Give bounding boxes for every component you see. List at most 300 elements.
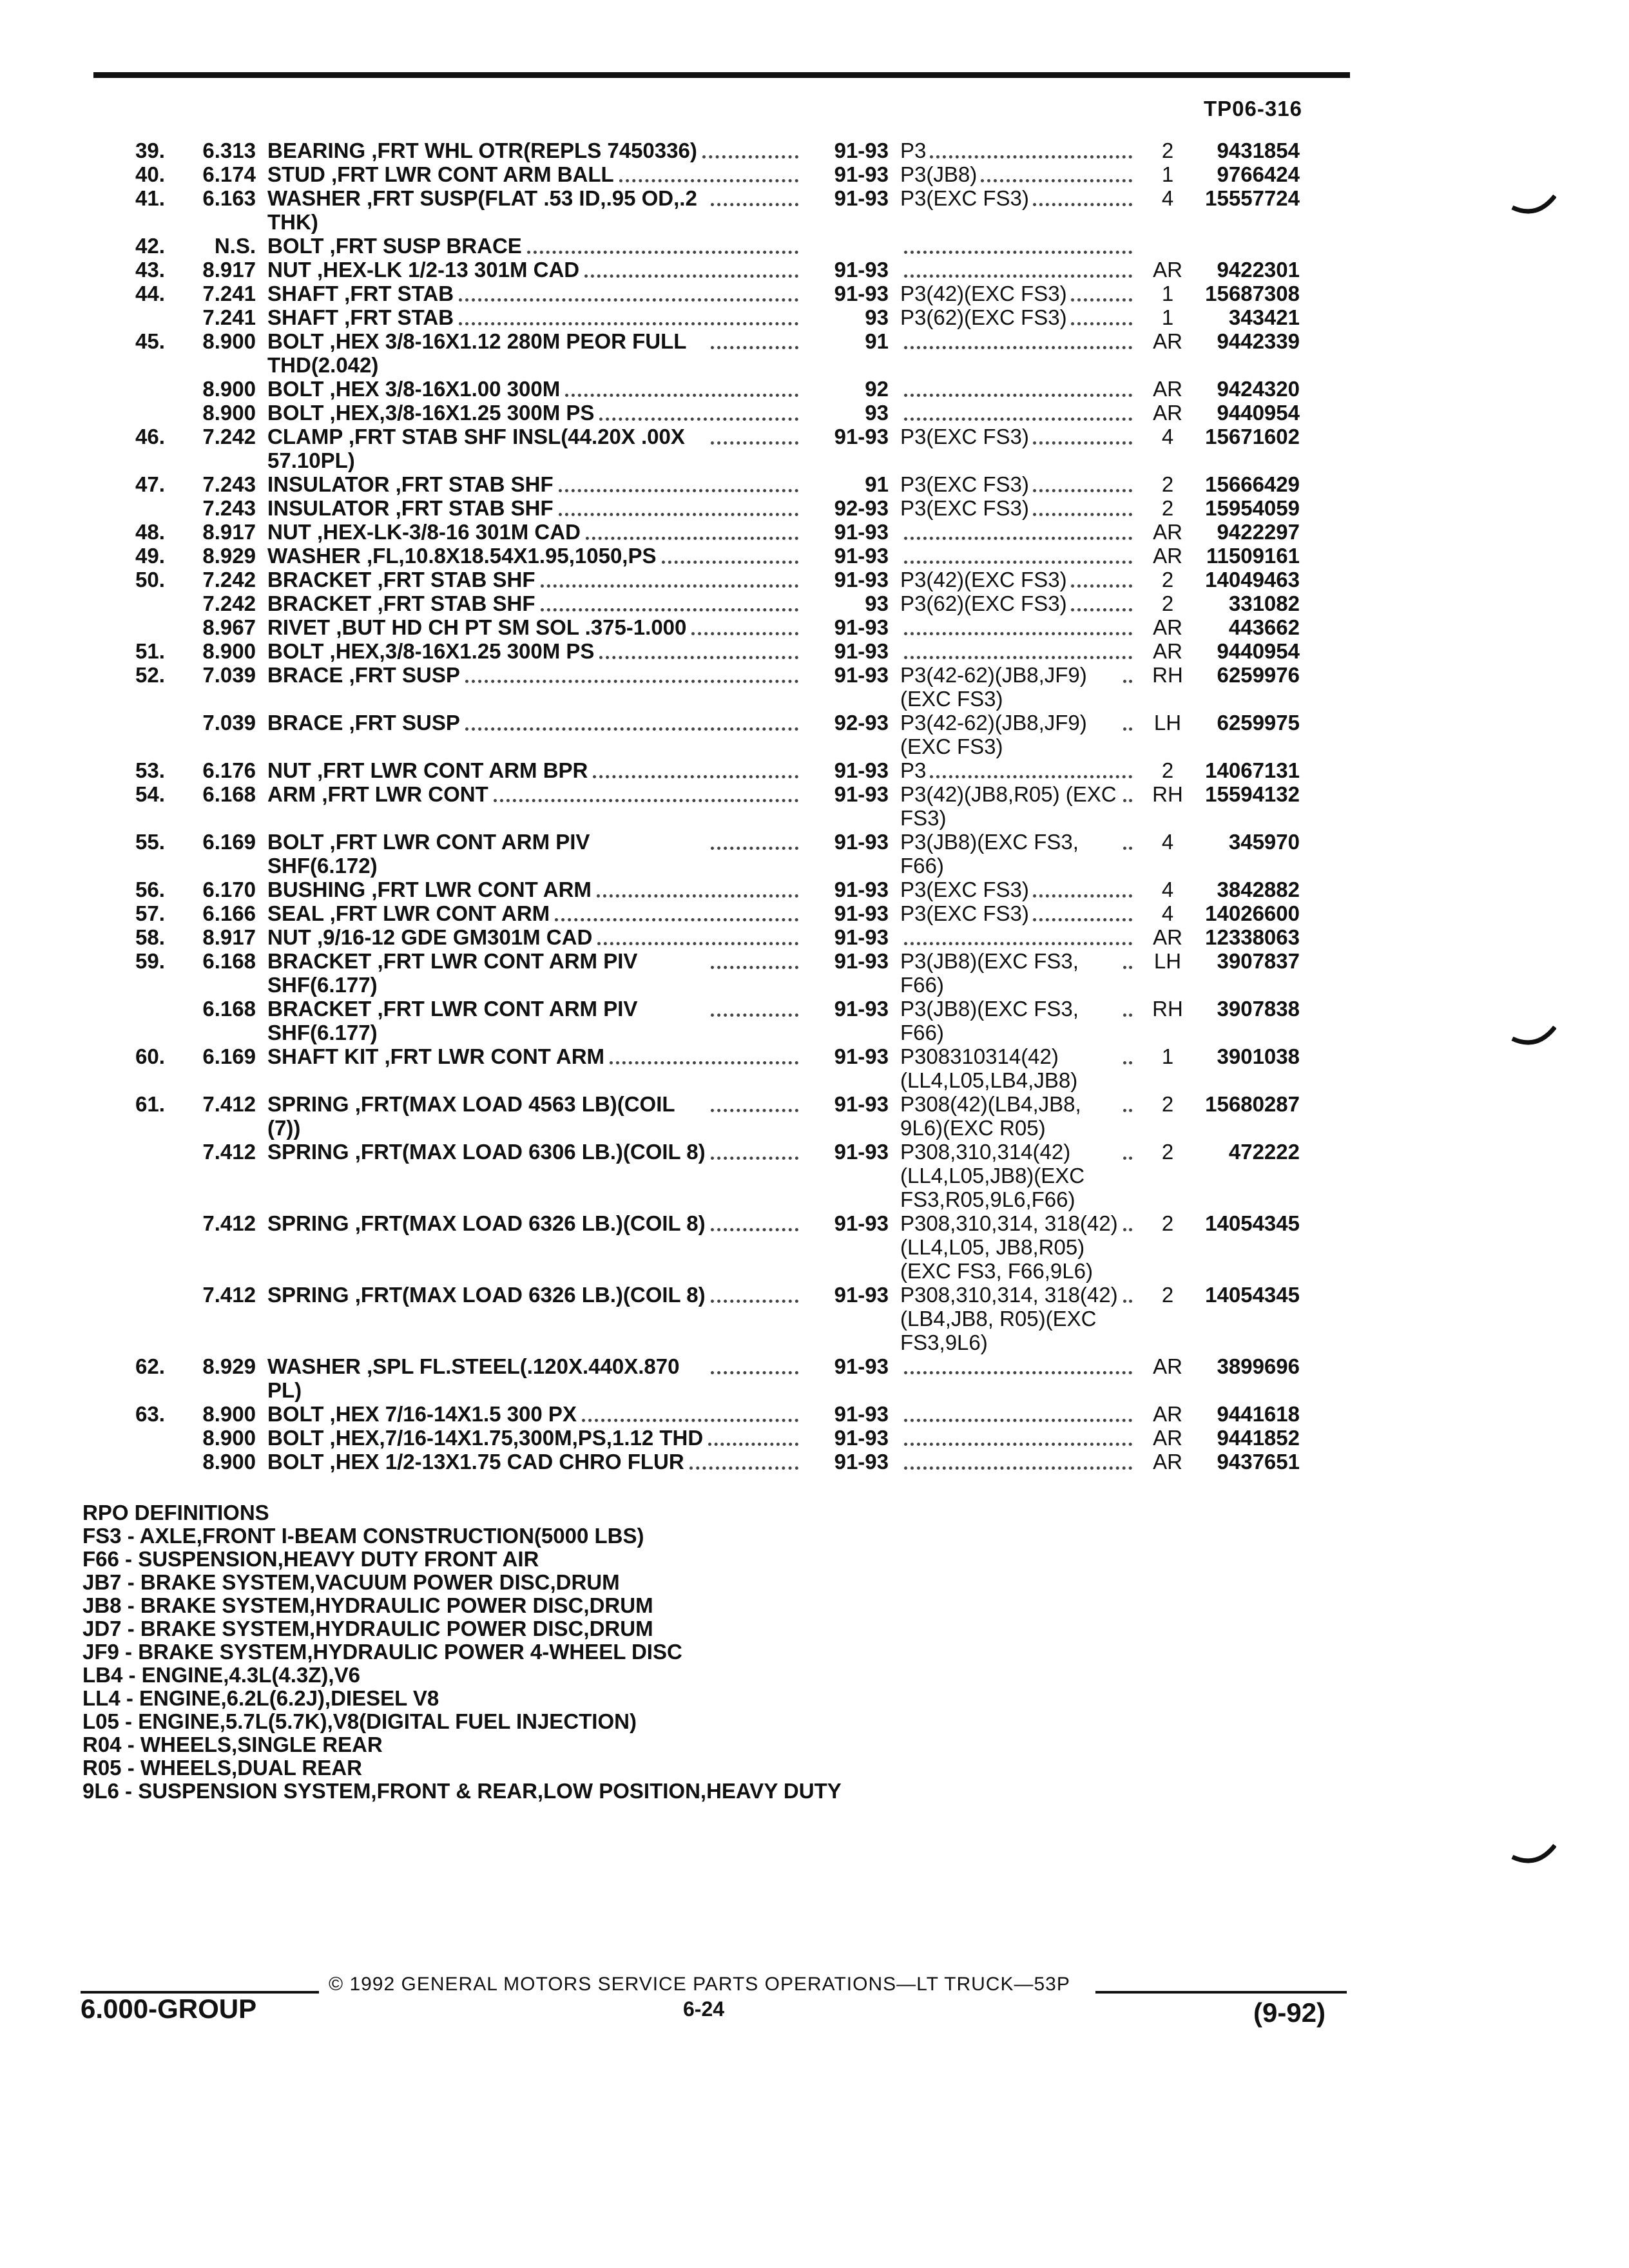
description-cell xyxy=(267,520,804,544)
dot-leader xyxy=(559,496,798,516)
part-number: 3901038 xyxy=(1217,1044,1300,1068)
item-number: 55. xyxy=(135,830,165,854)
illustration-ref: 6.313 xyxy=(202,139,256,162)
dot-leader xyxy=(689,1450,798,1470)
usage-codes: P3(42-62)(JB8,JF9) (EXC FS3) xyxy=(900,711,1087,758)
illustration-ref: 8.900 xyxy=(202,377,256,401)
description-cell xyxy=(267,615,804,639)
part-row xyxy=(77,1140,1360,1211)
item-number: 60. xyxy=(135,1044,165,1068)
description-cell xyxy=(267,1044,804,1068)
part-number: 3842882 xyxy=(1217,878,1300,901)
illustration-ref: 6.176 xyxy=(202,758,256,782)
part-row xyxy=(77,401,1360,425)
dot-leader xyxy=(708,1426,798,1446)
description-cell xyxy=(267,162,804,186)
part-number: 6259975 xyxy=(1217,711,1300,735)
model-years: 93 xyxy=(865,591,889,615)
description-cell xyxy=(267,1426,804,1450)
description-cell xyxy=(267,377,804,401)
part-row xyxy=(77,234,1360,258)
model-years: 91-93 xyxy=(834,615,889,639)
group-label: 6.000-GROUP xyxy=(81,1994,257,2024)
quantity: AR xyxy=(1153,258,1182,282)
part-number: 3899696 xyxy=(1217,1354,1300,1378)
part-number: 472222 xyxy=(1228,1140,1300,1164)
usage-codes: P308,310,314(42) (LL4,L05,JB8)(EXC FS3,R05,9L6,F66) xyxy=(900,1140,1085,1211)
page-number: 6-24 xyxy=(683,1997,725,2021)
part-row xyxy=(77,472,1360,496)
description-cell xyxy=(267,997,804,1044)
description-cell xyxy=(267,1450,804,1474)
quantity: 1 xyxy=(1161,162,1174,186)
quantity: 4 xyxy=(1161,186,1174,210)
part-description: SHAFT ,FRT STAB xyxy=(267,282,454,305)
quantity: 2 xyxy=(1161,591,1174,615)
description-cell xyxy=(267,401,804,425)
dot-leader xyxy=(1071,591,1132,611)
dot-leader xyxy=(1071,282,1132,302)
usage-codes: P3(EXC FS3) xyxy=(900,878,1029,901)
illustration-ref: 6.170 xyxy=(202,878,256,901)
description-cell xyxy=(267,472,804,496)
illustration-ref: 7.412 xyxy=(202,1211,256,1235)
illustration-ref: 6.169 xyxy=(202,1044,256,1068)
item-number: 40. xyxy=(135,162,165,186)
dot-leader xyxy=(711,329,798,349)
quantity: AR xyxy=(1153,401,1182,425)
part-row xyxy=(77,663,1360,711)
model-years: 93 xyxy=(865,305,889,329)
usage-cell xyxy=(900,234,1139,254)
part-row xyxy=(77,329,1360,377)
binder-tab-mark xyxy=(1511,1024,1556,1050)
model-years: 91-93 xyxy=(834,1426,889,1450)
dot-leader xyxy=(904,520,1132,540)
description-cell xyxy=(267,544,804,568)
model-years: 91 xyxy=(865,472,889,496)
dot-leader xyxy=(559,472,798,492)
dot-leader xyxy=(1071,305,1132,325)
part-description: NUT ,FRT LWR CONT ARM BPR xyxy=(267,758,588,782)
usage-codes: P3(42-62)(JB8,JF9) (EXC FS3) xyxy=(900,663,1087,711)
dot-leader xyxy=(459,305,798,325)
model-years: 91-93 xyxy=(834,997,889,1021)
rpo-definition: JF9 - BRAKE SYSTEM,HYDRAULIC POWER 4-WHEEL DISC xyxy=(82,1640,682,1664)
part-row xyxy=(77,1354,1360,1402)
usage-cell xyxy=(900,1283,1139,1354)
dot-leader xyxy=(565,377,798,397)
usage-cell xyxy=(900,997,1139,1044)
dot-leader xyxy=(599,639,798,659)
part-row xyxy=(77,496,1360,520)
part-number: 15680287 xyxy=(1205,1092,1300,1116)
model-years: 91-93 xyxy=(834,139,889,162)
item-number: 44. xyxy=(135,282,165,305)
quantity: 1 xyxy=(1161,305,1174,329)
item-number: 54. xyxy=(135,782,165,806)
dot-leader xyxy=(904,615,1132,635)
quantity: RH xyxy=(1152,782,1183,806)
part-row xyxy=(77,758,1360,782)
description-cell xyxy=(267,496,804,520)
model-years: 91-93 xyxy=(834,1140,889,1164)
illustration-ref: 8.900 xyxy=(202,1426,256,1450)
model-years: 91-93 xyxy=(834,1211,889,1235)
quantity: 2 xyxy=(1161,1140,1174,1164)
description-cell xyxy=(267,949,804,997)
dot-leader xyxy=(691,615,798,635)
usage-codes: P308310314(42) (LL4,L05,LB4,JB8) xyxy=(900,1044,1078,1092)
illustration-ref: 6.168 xyxy=(202,782,256,806)
part-row xyxy=(77,1092,1360,1140)
dot-leader xyxy=(904,401,1132,421)
part-number: 15954059 xyxy=(1205,496,1300,520)
part-number: 14049463 xyxy=(1205,568,1300,591)
model-years: 91-93 xyxy=(834,663,889,687)
part-number: 343421 xyxy=(1228,305,1300,329)
dot-leader xyxy=(597,878,798,898)
description-cell xyxy=(267,568,804,591)
model-years: 91-93 xyxy=(834,544,889,568)
usage-cell xyxy=(900,496,1139,520)
dot-leader xyxy=(541,568,798,588)
dot-leader xyxy=(1033,901,1132,921)
description-cell xyxy=(267,1354,804,1402)
part-number: 331082 xyxy=(1228,591,1300,615)
quantity: 1 xyxy=(1161,282,1174,305)
dot-leader xyxy=(711,1211,798,1231)
quantity: AR xyxy=(1153,1426,1182,1450)
usage-codes: P3(EXC FS3) xyxy=(900,472,1029,496)
rpo-list xyxy=(82,1524,842,1803)
part-number: 14054345 xyxy=(1205,1283,1300,1307)
quantity: AR xyxy=(1153,615,1182,639)
part-description: SHAFT KIT ,FRT LWR CONT ARM xyxy=(267,1044,605,1068)
part-number: 9440954 xyxy=(1217,639,1300,663)
model-years: 91-93 xyxy=(834,1283,889,1307)
illustration-ref: 8.900 xyxy=(202,329,256,353)
usage-codes: P3(JB8)(EXC FS3, F66) xyxy=(900,949,1079,997)
item-number: 56. xyxy=(135,878,165,901)
dot-leader xyxy=(930,139,1132,159)
illustration-ref: 7.242 xyxy=(202,591,256,615)
dot-leader xyxy=(1123,1092,1132,1112)
usage-cell xyxy=(900,615,1139,635)
dot-leader xyxy=(1123,997,1132,1017)
usage-cell xyxy=(900,377,1139,397)
usage-cell xyxy=(900,258,1139,278)
part-description: BUSHING ,FRT LWR CONT ARM xyxy=(267,878,592,901)
part-description: INSULATOR ,FRT STAB SHF xyxy=(267,472,554,496)
model-years: 91-93 xyxy=(834,878,889,901)
rpo-definition: 9L6 - SUSPENSION SYSTEM,FRONT & REAR,LOW POSITION,HEAVY DUTY xyxy=(82,1779,842,1803)
usage-codes: P3(EXC FS3) xyxy=(900,496,1029,520)
part-number: 3907838 xyxy=(1217,997,1300,1021)
part-description: BOLT ,HEX 7/16-14X1.5 300 PX xyxy=(267,1402,577,1426)
dot-leader xyxy=(584,258,798,278)
dot-leader xyxy=(904,639,1132,659)
part-number: 6259976 xyxy=(1217,663,1300,687)
quantity: 4 xyxy=(1161,830,1174,854)
quantity: AR xyxy=(1153,329,1182,353)
part-row xyxy=(77,425,1360,472)
model-years: 92-93 xyxy=(834,496,889,520)
usage-codes: P3(EXC FS3) xyxy=(900,425,1029,448)
quantity: AR xyxy=(1153,639,1182,663)
part-row xyxy=(77,282,1360,305)
dot-leader xyxy=(904,1450,1132,1470)
part-description: WASHER ,FRT SUSP(FLAT .53 ID,.95 OD,.2 THK) xyxy=(267,186,697,234)
part-description: BOLT ,HEX 3/8-16X1.00 300M xyxy=(267,377,561,401)
part-number: 9437651 xyxy=(1217,1450,1300,1474)
item-number: 61. xyxy=(135,1092,165,1116)
date-code: (9-92) xyxy=(1253,1997,1326,2028)
dot-leader xyxy=(465,711,798,731)
part-number: 12338063 xyxy=(1205,925,1300,949)
dot-leader xyxy=(1033,496,1132,516)
dot-leader xyxy=(904,544,1132,564)
dot-leader xyxy=(711,1140,798,1160)
part-description: SPRING ,FRT(MAX LOAD 4563 LB)(COIL (7)) xyxy=(267,1092,675,1140)
usage-codes: P308,310,314, 318(42)(LB4,JB8, R05)(EXC FS3,9L6) xyxy=(900,1283,1118,1354)
binder-tab-mark xyxy=(1511,193,1556,219)
illustration-ref: 8.900 xyxy=(202,1450,256,1474)
usage-cell xyxy=(900,758,1139,782)
usage-cell xyxy=(900,901,1139,925)
quantity: 2 xyxy=(1161,496,1174,520)
part-row xyxy=(77,949,1360,997)
usage-cell xyxy=(900,401,1139,421)
rpo-definition: JD7 - BRAKE SYSTEM,HYDRAULIC POWER DISC,DRUM xyxy=(82,1617,653,1640)
rpo-definition: JB7 - BRAKE SYSTEM,VACUUM POWER DISC,DRUM xyxy=(82,1570,620,1594)
usage-cell xyxy=(900,1092,1139,1140)
part-row xyxy=(77,305,1360,329)
rpo-definition: R04 - WHEELS,SINGLE REAR xyxy=(82,1733,383,1756)
rpo-heading: RPO DEFINITIONS xyxy=(82,1501,269,1524)
quantity: AR xyxy=(1153,925,1182,949)
model-years: 91-93 xyxy=(834,258,889,282)
description-cell xyxy=(267,1211,804,1235)
usage-cell xyxy=(900,1426,1139,1446)
part-description: BRACKET ,FRT LWR CONT ARM PIV SHF(6.177) xyxy=(267,997,638,1044)
illustration-ref: 7.039 xyxy=(202,711,256,735)
description-cell xyxy=(267,282,804,305)
usage-cell xyxy=(900,639,1139,659)
usage-cell xyxy=(900,878,1139,901)
description-cell xyxy=(267,186,804,234)
illustration-ref: 8.929 xyxy=(202,1354,256,1378)
part-row xyxy=(77,1044,1360,1092)
part-number: 15687308 xyxy=(1205,282,1300,305)
model-years: 91-93 xyxy=(834,758,889,782)
usage-cell xyxy=(900,544,1139,564)
illustration-ref: 8.900 xyxy=(202,401,256,425)
part-description: BEARING ,FRT WHL OTR(REPLS 7450336) xyxy=(267,139,697,162)
rpo-definition: F66 - SUSPENSION,HEAVY DUTY FRONT AIR xyxy=(82,1547,539,1571)
dot-leader xyxy=(1123,782,1132,802)
quantity: 2 xyxy=(1161,568,1174,591)
quantity: 2 xyxy=(1161,1092,1174,1116)
dot-leader xyxy=(981,162,1132,182)
illustration-ref: 8.917 xyxy=(202,258,256,282)
illustration-ref: 7.412 xyxy=(202,1092,256,1116)
part-description: CLAMP ,FRT STAB SHF INSL(44.20X .00X 57.10PL) xyxy=(267,425,685,472)
dot-leader xyxy=(662,544,799,564)
description-cell xyxy=(267,1283,804,1307)
quantity: 2 xyxy=(1161,1283,1174,1307)
part-description: BOLT ,FRT SUSP BRACE xyxy=(267,234,522,258)
part-description: BOLT ,HEX,7/16-14X1.75,300M,PS,1.12 THD xyxy=(267,1426,704,1450)
item-number: 52. xyxy=(135,663,165,687)
model-years: 91-93 xyxy=(834,568,889,591)
part-row xyxy=(77,591,1360,615)
part-row xyxy=(77,901,1360,925)
description-cell xyxy=(267,782,804,806)
part-description: BOLT ,HEX 1/2-13X1.75 CAD CHRO FLUR xyxy=(267,1450,684,1474)
dot-leader xyxy=(1033,186,1132,206)
part-description: BOLT ,HEX 3/8-16X1.12 280M PEOR FULL THD(2.042) xyxy=(267,329,686,377)
usage-codes: P3(42)(EXC FS3) xyxy=(900,568,1067,591)
part-row xyxy=(77,997,1360,1044)
part-number: 345970 xyxy=(1228,830,1300,854)
dot-leader xyxy=(930,758,1132,778)
dot-leader xyxy=(465,663,798,683)
usage-cell xyxy=(900,591,1139,615)
illustration-ref: 6.168 xyxy=(202,997,256,1021)
rpo-definition: LL4 - ENGINE,6.2L(6.2J),DIESEL V8 xyxy=(82,1686,439,1710)
rpo-definitions xyxy=(82,1501,842,1803)
quantity: 2 xyxy=(1161,758,1174,782)
dot-leader xyxy=(904,329,1132,349)
part-row xyxy=(77,782,1360,830)
item-number: 46. xyxy=(135,425,165,448)
dot-leader xyxy=(1123,663,1132,683)
model-years: 91-93 xyxy=(834,162,889,186)
rpo-definition: LB4 - ENGINE,4.3L(4.3Z),V6 xyxy=(82,1663,360,1687)
item-number: 53. xyxy=(135,758,165,782)
usage-cell xyxy=(900,425,1139,448)
part-number: 11509161 xyxy=(1206,544,1300,568)
dot-leader xyxy=(1033,425,1132,445)
dot-leader xyxy=(1123,711,1132,731)
quantity: AR xyxy=(1153,377,1182,401)
part-description: NUT ,HEX-LK-3/8-16 301M CAD xyxy=(267,520,581,544)
dot-leader xyxy=(711,997,798,1017)
dot-leader xyxy=(904,1354,1132,1374)
description-cell xyxy=(267,639,804,663)
model-years: 91 xyxy=(865,329,889,353)
rpo-definition: L05 - ENGINE,5.7L(5.7K),V8(DIGITAL FUEL INJECTION) xyxy=(82,1709,637,1733)
usage-cell xyxy=(900,162,1139,186)
quantity: 2 xyxy=(1161,472,1174,496)
dot-leader xyxy=(582,1402,798,1422)
dot-leader xyxy=(555,901,798,921)
dot-leader xyxy=(711,949,798,969)
dot-leader xyxy=(593,758,798,778)
item-number: 47. xyxy=(135,472,165,496)
usage-cell xyxy=(900,1402,1139,1422)
parts-list xyxy=(77,139,1360,1474)
part-row xyxy=(77,377,1360,401)
usage-cell xyxy=(900,925,1139,945)
description-cell xyxy=(267,139,804,162)
part-row xyxy=(77,925,1360,949)
part-description: BRACE ,FRT SUSP xyxy=(267,711,460,735)
quantity: LH xyxy=(1153,949,1182,973)
part-description: WASHER ,FL,10.8X18.54X1.95,1050,PS xyxy=(267,544,657,568)
part-row xyxy=(77,544,1360,568)
dot-leader xyxy=(711,1283,798,1303)
part-number: 9442339 xyxy=(1217,329,1300,353)
model-years: 91-93 xyxy=(834,425,889,448)
illustration-ref: 8.967 xyxy=(202,615,256,639)
part-row xyxy=(77,639,1360,663)
part-number: 15594132 xyxy=(1205,782,1300,806)
description-cell xyxy=(267,758,804,782)
part-number: 9424320 xyxy=(1217,377,1300,401)
part-number: 14026600 xyxy=(1205,901,1300,925)
quantity: AR xyxy=(1153,544,1182,568)
item-number: 41. xyxy=(135,186,165,210)
rpo-definition: R05 - WHEELS,DUAL REAR xyxy=(82,1756,362,1780)
quantity: 4 xyxy=(1161,901,1174,925)
usage-cell xyxy=(900,1044,1139,1092)
part-description: SHAFT ,FRT STAB xyxy=(267,305,454,329)
usage-cell xyxy=(900,329,1139,349)
part-row xyxy=(77,1426,1360,1450)
model-years: 91-93 xyxy=(834,782,889,806)
description-cell xyxy=(267,425,804,472)
quantity: 2 xyxy=(1161,139,1174,162)
illustration-ref: 8.900 xyxy=(202,1402,256,1426)
usage-codes: P3(EXC FS3) xyxy=(900,186,1029,210)
description-cell xyxy=(267,329,804,377)
part-number: 14067131 xyxy=(1205,758,1300,782)
part-number: 15666429 xyxy=(1205,472,1300,496)
rpo-definition: JB8 - BRAKE SYSTEM,HYDRAULIC POWER DISC,DRUM xyxy=(82,1593,653,1617)
part-row xyxy=(77,1211,1360,1283)
part-row xyxy=(77,615,1360,639)
part-row xyxy=(77,1450,1360,1474)
part-row xyxy=(77,520,1360,544)
part-row xyxy=(77,139,1360,162)
dot-leader xyxy=(711,1354,798,1374)
illustration-ref: 7.412 xyxy=(202,1140,256,1164)
description-cell xyxy=(267,878,804,901)
description-cell xyxy=(267,663,804,687)
part-row xyxy=(77,711,1360,758)
model-years: 91-93 xyxy=(834,1044,889,1068)
illustration-ref: 7.243 xyxy=(202,496,256,520)
part-row xyxy=(77,1283,1360,1354)
part-description: STUD ,FRT LWR CONT ARM BALL xyxy=(267,162,614,186)
description-cell xyxy=(267,925,804,949)
usage-codes: P308,310,314, 318(42)(LL4,L05, JB8,R05)(EXC FS3, F66,9L6) xyxy=(900,1211,1118,1283)
model-years: 91-93 xyxy=(834,282,889,305)
part-number: 9431854 xyxy=(1217,139,1300,162)
dot-leader xyxy=(1123,1211,1132,1231)
item-number: 50. xyxy=(135,568,165,591)
part-row xyxy=(77,258,1360,282)
illustration-ref: 7.039 xyxy=(202,663,256,687)
model-years: 91-93 xyxy=(834,925,889,949)
usage-cell xyxy=(900,1211,1139,1283)
part-number: 9422297 xyxy=(1217,520,1300,544)
model-years: 92 xyxy=(865,377,889,401)
usage-cell xyxy=(900,305,1139,329)
part-row xyxy=(77,568,1360,591)
